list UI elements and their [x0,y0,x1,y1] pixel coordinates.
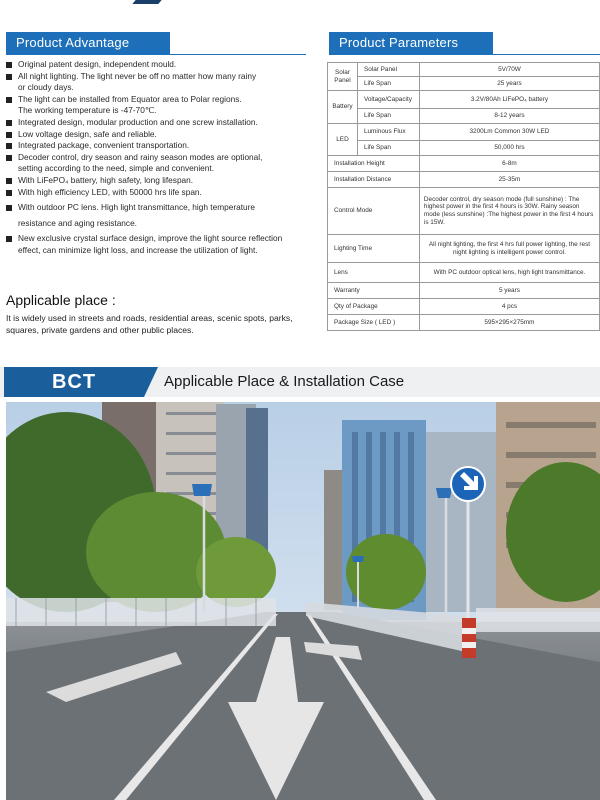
param-label: Installation Height [328,156,420,172]
applicable-place-text: It is widely used in streets and roads, residential areas, scenic spots, parks, squares, private gardens and other public places. [6,313,293,335]
product-parameters-title: Product Parameters [329,32,493,54]
table-row [328,109,600,124]
installation-banner-title: Applicable Place & Installation Case [164,373,405,390]
table-row [328,315,600,331]
param-value: 3200Lm Common 30W LED [419,124,599,141]
bullet-icon [6,190,12,196]
list-item: All night lighting. The light never be off no matter how many rainy or cloudy days. [6,71,316,94]
param-value: 50,000 hrs [419,141,599,156]
bullet-icon [6,132,12,138]
street-installation-photo [6,402,600,800]
table-row [328,172,600,188]
list-item: With outdoor PC lens. High light transmittance, high temperature resistance and aging resistance. [6,202,316,229]
list-item: Original patent design, independent mould. [6,59,316,71]
param-label: Lens [328,263,420,283]
list-item: Low voltage design, safe and reliable. [6,129,316,141]
list-item: With LiFePO₄ battery, high safety, long lifespan. [6,175,316,187]
bullet-icon [6,205,12,211]
param-label: Lighting Time [328,235,420,263]
applicable-place-heading: Applicable place : [6,292,116,308]
bullet-icon [6,62,12,68]
param-group-label: Solar Panel [328,63,358,91]
parameters-table [327,62,600,331]
top-decoration [132,0,161,4]
advantage-divider [6,54,306,55]
param-label: Life Span [357,109,419,124]
param-value: 6-8m [419,156,599,172]
param-label: Qty of Package [328,299,420,315]
table-row [328,156,600,172]
table-row [328,141,600,156]
param-label: Installation Distance [328,172,420,188]
table-row [328,124,600,141]
bullet-icon [6,236,12,242]
list-item: The light can be installed from Equator area to Polar regions. The working temperature is -47-70℃. [6,94,316,117]
param-label: Control Mode [328,188,420,235]
bullet-icon [6,178,12,184]
list-item: Integrated design, modular production and one screw installation. [6,117,316,129]
bullet-icon [6,155,12,161]
list-item: With high efficiency LED, with 50000 hrs life span. [6,187,316,199]
table-row [328,283,600,299]
table-row [328,91,600,109]
param-label: Solar Panel [357,63,419,77]
param-value: 5V/70W [419,63,599,77]
param-group-label: LED [328,124,358,156]
product-advantage-title: Product Advantage [6,32,170,54]
param-value: 25-35m [419,172,599,188]
param-value: With PC outdoor optical lens, high light transmittance. [419,263,599,283]
bullet-icon [6,120,12,126]
param-value: Decoder control, dry season mode (full sunshine) : The highest power in the first 4 hours is 30W. Rainy season mode (less sunshine) :The highest power in the first 4 hours is 15W. [419,188,599,235]
param-value: 5 years [419,283,599,299]
table-row [328,63,600,77]
table-row [328,299,600,315]
list-item: Integrated package, convenient transportation. [6,140,316,152]
param-group-label: Battery [328,91,358,124]
param-label: Warranty [328,283,420,299]
param-value: 3.2V/80Ah LiFePO₄ battery [419,91,599,109]
list-item: New exclusive crystal surface design, improve the light source reflection effect, can minimize light loss, and increase the utilization of light. [6,233,316,256]
param-value: All night lighting, the first 4 hrs full power lighting, the rest night lighting is intelligent power control. [419,235,599,263]
bullet-icon [6,143,12,149]
param-label: Luminous Flux [357,124,419,141]
table-row [328,263,600,283]
param-label: Life Span [357,77,419,91]
param-value: 8-12 years [419,109,599,124]
parameters-divider [329,54,600,55]
param-value: 595×295×275mm [419,315,599,331]
param-label: Voltage/Capacity [357,91,419,109]
bullet-icon [6,97,12,103]
list-item: Decoder control, dry season and rainy season modes are optional, setting according to the need, simple and convenient. [6,152,316,175]
bullet-icon [6,74,12,80]
table-row [328,188,600,235]
param-label: Life Span [357,141,419,156]
param-value: 25 years [419,77,599,91]
param-label: Package Size ( LED ) [328,315,420,331]
table-row [328,235,600,263]
advantage-list [6,59,316,257]
param-value: 4 pcs [419,299,599,315]
bct-logo: BCT [4,367,144,397]
table-row [328,77,600,91]
